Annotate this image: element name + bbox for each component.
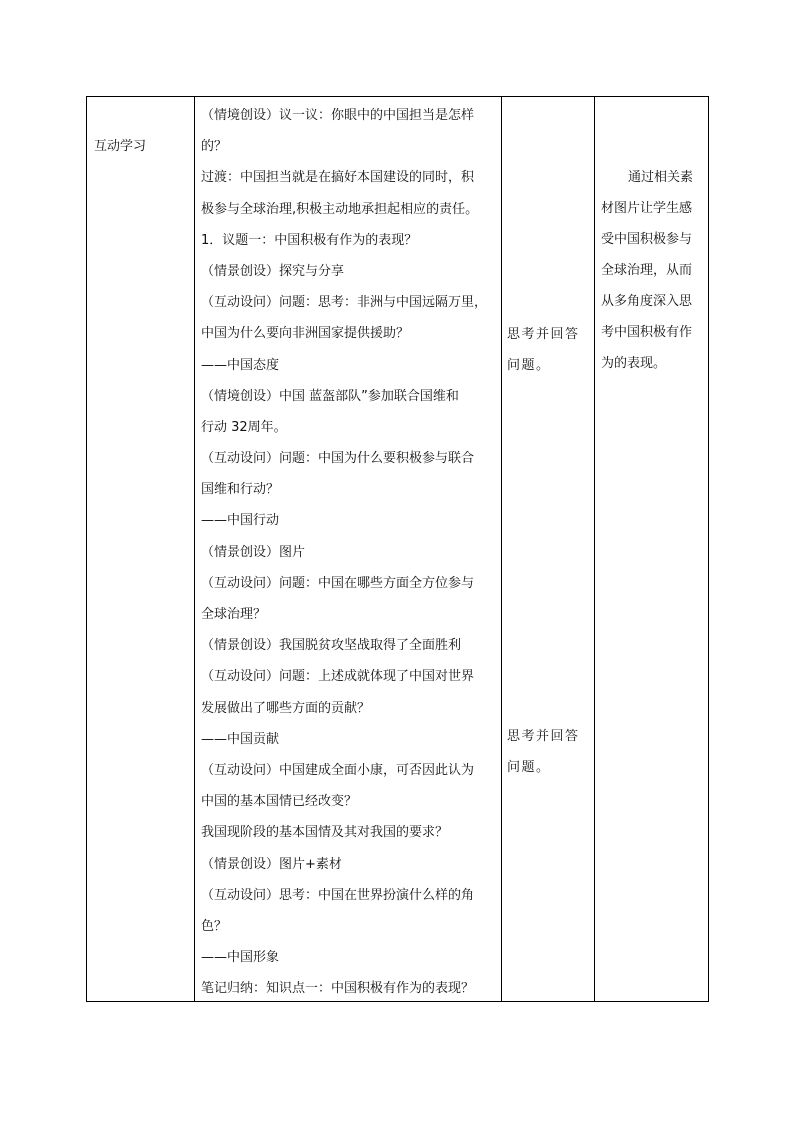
teacher-activity-line: ——中国形象 (201, 950, 280, 966)
student-activity-line: 问题。 (507, 760, 551, 775)
stage-label: 互动学习 (94, 139, 147, 154)
teacher-activity-line: （互动设问）中国建成全面小康，可否因此认为 (201, 762, 475, 778)
student-activity-bottom (507, 721, 580, 783)
student-activity-line: 思考并回答 (507, 327, 580, 342)
teacher-activity-line: ——中国态度 (201, 357, 280, 373)
design-intent-line: 从多角度深入思 (601, 294, 693, 309)
teacher-activity-line: 中国的基本国情已经改变？ (201, 794, 358, 810)
design-intent-line: 全球治理，从而 (601, 263, 693, 278)
teacher-activity-line: （情境创设）议一议：你眼中的中国担当是怎样 (201, 108, 475, 123)
design-intent-line: 为的表现。 (601, 356, 667, 371)
teacher-activity-line: 笔记归纳：知识点一：中国积极有作为的表现？ (201, 981, 475, 997)
teacher-activity-line: 行动 32周年。 (201, 419, 287, 435)
teacher-activity-line: （情景创设）图片 (201, 544, 306, 560)
teacher-activity-line: （互动设问）问题：中国为什么要积极参与联合 (201, 451, 475, 467)
design-intent-line: 考中国积极有作 (601, 325, 693, 340)
teacher-activity-line: 过渡：中国担当就是在搞好本国建设的同时，积 (201, 170, 475, 186)
teacher-activity-line: 色？ (201, 918, 228, 934)
design-intent-text (601, 162, 704, 379)
teacher-activity-line: 中国为什么要向非洲国家提供援助？ (201, 326, 410, 342)
teacher-activity-line: （情景创设）图片+素材 (201, 856, 342, 872)
teacher-activity-line: （互动设问）问题：思考：非洲与中国远隔万里， (201, 295, 488, 311)
teacher-activity-line: （互动设问）思考：中国在世界扮演什么样的角 (201, 887, 475, 903)
design-intent-cell (595, 97, 709, 1002)
teacher-activity-line: 发展做出了哪些方面的贡献？ (201, 700, 371, 716)
teacher-activity-line: 的？ (201, 139, 228, 155)
teacher-activity-line: 1．议题一：中国积极有作为的表现？ (201, 232, 418, 248)
design-intent-line: 通过相关素 (628, 170, 694, 185)
teacher-activity-line: ——中国贡献 (201, 731, 280, 747)
design-intent-line: 受中国积极参与 (601, 232, 693, 247)
student-activity-line: 问题。 (507, 358, 551, 373)
teacher-activity-line: 我国现阶段的基本国情及其对我国的要求？ (201, 825, 449, 841)
teacher-activity-line: （互动设问）问题：上述成就体现了中国对世界 (201, 669, 475, 685)
teacher-activity-cell (195, 97, 502, 1002)
teacher-activity-line: （互动设问）问题：中国在哪些方面全方位参与 (201, 575, 475, 591)
design-intent-line: 材图片让学生感 (601, 201, 693, 216)
student-activity-top (507, 319, 580, 381)
teacher-activity-line: （情景创设）探究与分享 (201, 263, 345, 279)
stage-cell (87, 97, 195, 1002)
teacher-activity-line: 全球治理？ (201, 607, 267, 622)
student-activity-line: 思考并回答 (507, 729, 580, 744)
teacher-activity-line: ——中国行动 (201, 513, 280, 529)
teacher-activity-line: （情景创设）我国脱贫攻坚战取得了全面胜利 (201, 638, 462, 654)
table-row (87, 97, 709, 1002)
teacher-activity-line: （情境创设）中国 蓝盔部队”参加联合国维和 (201, 388, 459, 404)
teacher-activity-line: 国维和行动？ (201, 482, 280, 498)
teacher-activity-line: 极参与全球治理,积极主动地承担起相应的责任。 (201, 201, 479, 217)
student-activity-cell (502, 97, 595, 1002)
teacher-activity-text (195, 97, 501, 1004)
lesson-plan-table (86, 96, 709, 1002)
